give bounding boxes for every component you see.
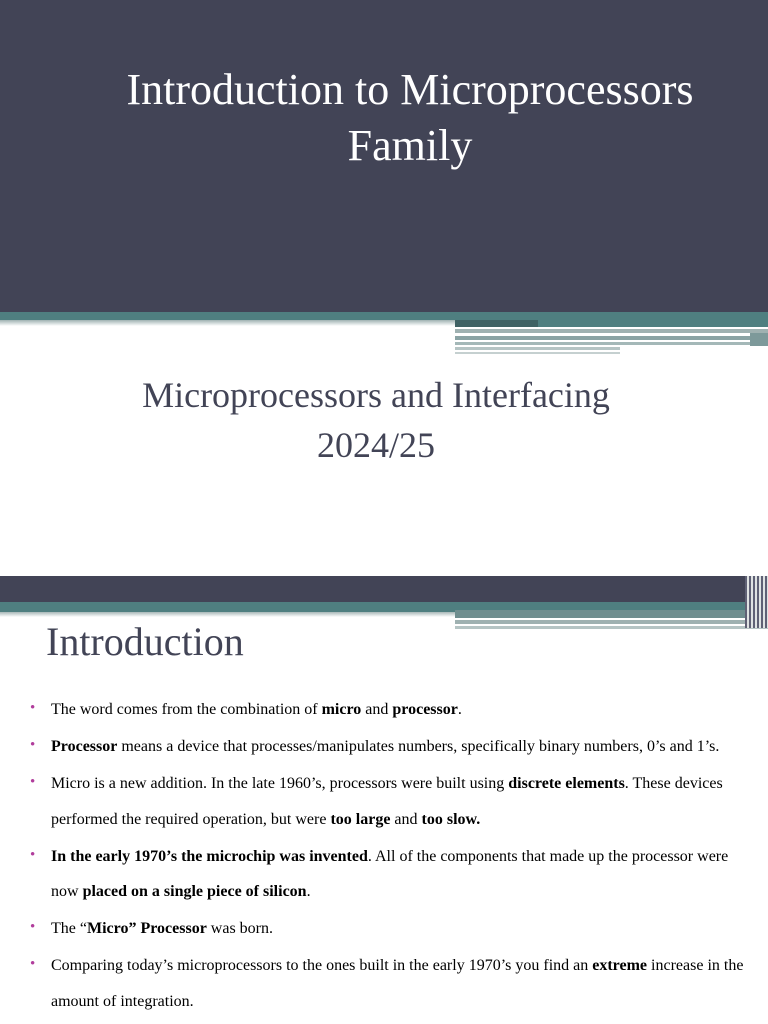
bold-text: micro — [321, 701, 362, 718]
bold-text: Processor — [51, 738, 118, 755]
bullet-text: was born. — [206, 920, 274, 937]
decor-bar — [455, 610, 768, 618]
bold-text: Micro” Processor — [86, 920, 207, 937]
bullet-text: and — [390, 810, 422, 828]
bullet-text: The word comes from the combination of — [51, 701, 322, 718]
bold-text: placed on a single piece of silicon — [82, 883, 307, 900]
bullet-item — [30, 729, 745, 765]
bullet-text: Comparing today’s microprocessors to the ones built in the early 1970’s you find an — [51, 957, 593, 974]
bullet-marker: • — [30, 919, 36, 935]
bullet-text: . These devices performed the required operation, but were — [51, 775, 723, 828]
decor-bar — [455, 347, 620, 350]
bullet-text: and — [361, 701, 393, 718]
bullet-marker: • — [30, 956, 36, 972]
bullet-text: . — [457, 701, 462, 718]
bullet-marker: • — [30, 774, 36, 790]
bullet-item — [30, 839, 745, 910]
bullet-text: . All of the components that made up the processor were now — [51, 847, 729, 900]
bullet-marker: • — [30, 846, 36, 863]
bullet-text: The “ — [51, 920, 87, 937]
decor-bar — [455, 336, 768, 340]
bold-text: In the early 1970’s the microchip was invented — [51, 847, 368, 865]
bullet-item — [30, 692, 745, 728]
content-slide — [0, 576, 768, 1024]
decor-bar — [455, 320, 540, 327]
subtitle-line: Microprocessors and Interfacing — [142, 375, 610, 415]
presentation-subtitle — [16, 370, 736, 470]
bullet-text: . — [306, 883, 311, 900]
bold-text: too slow. — [421, 810, 481, 828]
decor-bar — [750, 333, 768, 346]
bold-text: processor — [392, 701, 458, 718]
bullet-item — [30, 766, 745, 837]
content-header-band — [0, 576, 768, 602]
bullet-marker: • — [30, 737, 36, 753]
decor-bar — [455, 329, 768, 333]
bullet-item — [30, 948, 745, 1019]
title-line: Family — [347, 121, 473, 170]
bold-text: discrete elements — [508, 775, 625, 792]
bullet-marker: • — [30, 700, 36, 716]
decor-bar — [455, 342, 768, 345]
decor-bar — [455, 620, 768, 624]
decor-bar — [455, 626, 768, 629]
bullet-item — [30, 911, 745, 947]
decor-bar — [745, 576, 768, 628]
bullet-list — [30, 692, 745, 1021]
presentation-title — [60, 62, 760, 174]
bold-text: extreme — [592, 957, 648, 974]
decor-bar — [538, 316, 768, 327]
subtitle-line: 2024/25 — [316, 425, 435, 465]
bullet-text: Micro is a new addition. In the late 1960’s, processors were built using — [51, 775, 509, 792]
slide-title: Introduction — [46, 619, 244, 664]
bullet-text: increase in the amount of integration. — [51, 957, 744, 1010]
decor-bar — [455, 352, 620, 354]
bullet-text: means a device that processes/manipulates numbers, specifically binary numbers, 0’s and 1’s. — [117, 738, 720, 755]
title-line: Introduction to Microprocessors — [126, 65, 694, 114]
bold-text: too large — [330, 810, 391, 828]
